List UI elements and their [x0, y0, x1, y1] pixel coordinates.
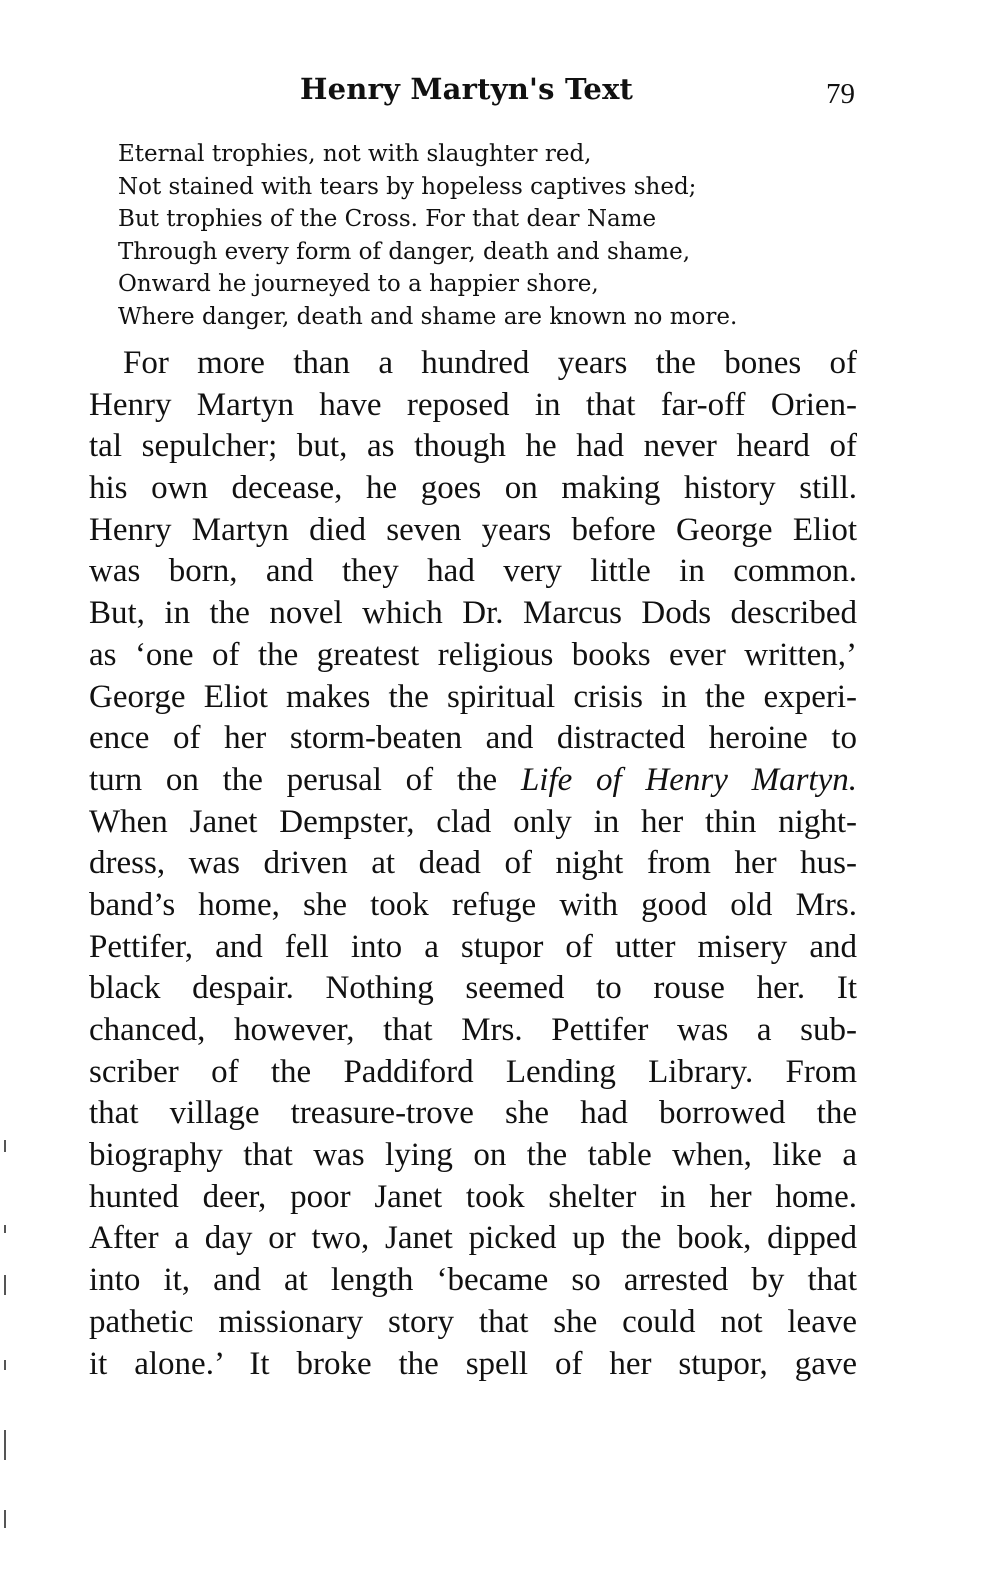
paragraph-line: into it, and at length ‘became so arrested by that: [89, 1262, 857, 1299]
running-title: Henry Martyn's Text: [300, 72, 634, 106]
verse-block: [118, 138, 737, 334]
book-title: Life of Henry Martyn.: [520, 761, 857, 798]
paragraph-line: his own decease, he goes on making history still.: [89, 470, 857, 507]
page-number: 79: [826, 78, 855, 110]
paragraph-line: After a day or two, Janet picked up the book, dipped: [89, 1220, 857, 1257]
paragraph-line: hunted deer, poor Janet took shelter in her home.: [89, 1178, 857, 1215]
scan-mark: [4, 1275, 6, 1295]
verse-line: Onward he journeyed to a happier shore,: [118, 271, 599, 298]
paragraph-line: George Eliot makes the spiritual crisis in the experi-: [89, 678, 857, 715]
verse-line: Not stained with tears by hopeless captives shed;: [118, 173, 697, 200]
paragraph-line: Henry Martyn died seven years before George Eliot: [89, 511, 857, 548]
paragraph-line: as ‘one of the greatest religious books ever written,’: [89, 636, 857, 673]
scan-mark: [4, 1430, 6, 1460]
paragraph-line: For more than a hundred years the bones of: [123, 345, 857, 381]
paragraph-line: band’s home, she took refuge with good old Mrs.: [89, 886, 857, 923]
verse-line: Eternal trophies, not with slaughter red,: [118, 141, 592, 167]
paragraph-line: [89, 760, 857, 802]
scan-margin-artifacts: [0, 1130, 10, 1570]
paragraph-line: pathetic missionary story that she could not leave: [89, 1303, 857, 1340]
paragraph-line: was born, and they had very little in common.: [89, 553, 857, 590]
verse-line: Where danger, death and shame are known no more.: [118, 303, 738, 330]
body-paragraph: [89, 343, 857, 1385]
paragraph-line: When Janet Dempster, clad only in her thin night-: [89, 803, 857, 840]
paragraph-line: scriber of the Paddiford Lending Library. From: [89, 1053, 857, 1090]
scan-mark: [4, 1360, 6, 1370]
paragraph-line: that village treasure-trove she had borrowed the: [89, 1095, 857, 1132]
verse-line: Through every form of danger, death and shame,: [118, 238, 691, 265]
paragraph-line: it alone.’ It broke the spell of her stupor, gave: [89, 1345, 857, 1382]
paragraph-line: Pettifer, and fell into a stupor of utter misery and: [89, 928, 857, 965]
paragraph-line: biography that was lying on the table when, like a: [89, 1137, 857, 1174]
line-text: turn on the perusal of the: [89, 761, 521, 798]
paragraph-line: But, in the novel which Dr. Marcus Dods described: [89, 595, 857, 632]
scan-mark: [4, 1225, 6, 1233]
paragraph-line: Henry Martyn have reposed in that far-off Orien-: [89, 386, 857, 423]
paragraph-line: black despair. Nothing seemed to rouse her. It: [89, 970, 857, 1007]
paragraph-line: dress, was driven at dead of night from her hus-: [89, 845, 857, 882]
paragraph-line: chanced, however, that Mrs. Pettifer was a sub-: [89, 1012, 857, 1048]
scan-mark: [4, 1140, 6, 1152]
scan-mark: [4, 1510, 6, 1528]
paragraph-line: tal sepulcher; but, as though he had never heard of: [89, 428, 857, 465]
verse-line: But trophies of the Cross. For that dear Name: [118, 206, 657, 233]
paragraph-line: ence of her storm-beaten and distracted heroine to: [89, 720, 857, 757]
